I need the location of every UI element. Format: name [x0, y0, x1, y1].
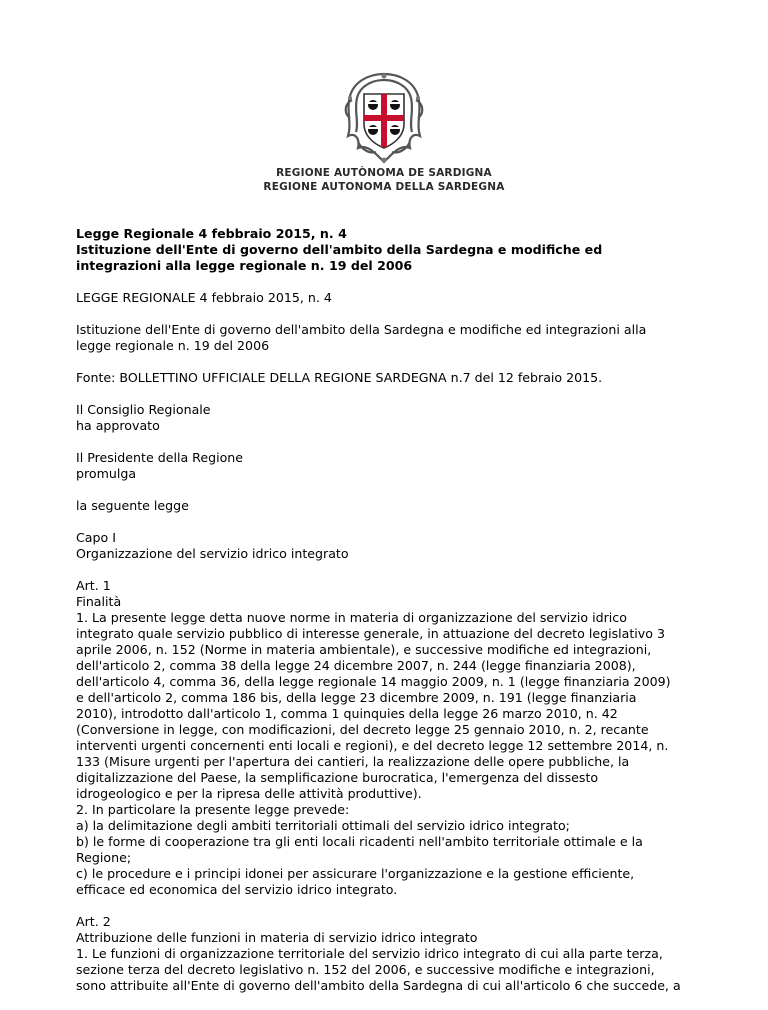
article-line: integrato quale servizio pubblico di interesse generale, in attuazione del decreto legislativo 3: [76, 626, 665, 641]
article-number: Art. 2: [76, 914, 111, 929]
article-line: 2. In particolare la presente legge prevede:: [76, 802, 350, 817]
article-line: (Conversione in legge, con modificazioni, del decreto legge 25 gennaio 2010, n. 2, recante: [76, 722, 649, 737]
article-2: [76, 914, 706, 994]
article-line: 133 (Misure urgenti per l'apertura dei cantieri, la realizzazione delle opere pubbliche, la: [76, 754, 630, 769]
article-line: e dell'articolo 2, comma 186 bis, della legge 23 dicembre 2009, n. 191 (legge finanziaria: [76, 690, 637, 705]
chapter-number: Capo I: [76, 530, 116, 545]
article-line: dell'articolo 2, comma 38 della legge 24 dicembre 2007, n. 244 (legge finanziaria 2008),: [76, 658, 636, 673]
article-line: Regione;: [76, 850, 132, 865]
region-name-sardinian: REGIONE AUTÒNOMA DE SARDIGNA: [276, 167, 492, 179]
president-line: Il Presidente della Regione: [76, 450, 244, 465]
chapter-heading: [76, 530, 706, 562]
president-promulgation: [76, 450, 706, 482]
document-body: [76, 226, 706, 1010]
law-reference: LEGGE REGIONALE 4 febbraio 2015, n. 4: [76, 290, 332, 305]
title-line: Istituzione dell'Ente di governo dell'ambito della Sardegna e modifiche ed: [76, 242, 603, 257]
regione-sardegna-emblem-icon: [338, 70, 430, 166]
law-subject-line: legge regionale n. 19 del 2006: [76, 338, 270, 353]
chapter-title: Organizzazione del servizio idrico integrato: [76, 546, 349, 561]
article-line: aprile 2006, n. 152 (Norme in materia ambientale), e successive modifiche ed integrazioni,: [76, 642, 652, 657]
article-line: a) la delimitazione degli ambiti territoriali ottimali del servizio idrico integrato;: [76, 818, 570, 833]
article-line: 1. La presente legge detta nuove norme in materia di organizzazione del servizio idrico: [76, 610, 627, 625]
region-name-italian: REGIONE AUTONOMA DELLA SARDEGNA: [263, 181, 505, 193]
law-subject-line: Istituzione dell'Ente di governo dell'ambito della Sardegna e modifiche ed integrazioni alla: [76, 322, 647, 337]
president-line: promulga: [76, 466, 137, 481]
article-line: sono attribuite all'Ente di governo dell'ambito della Sardegna di cui all'articolo 6 che succede, a: [76, 978, 681, 993]
following-law: la seguente legge: [76, 498, 189, 513]
article-line: 1. Le funzioni di organizzazione territoriale del servizio idrico integrato di cui alla parte terza,: [76, 946, 663, 961]
title-line: integrazioni alla legge regionale n. 19 del 2006: [76, 258, 413, 273]
article-1: [76, 578, 706, 898]
article-line: interventi urgenti concernenti enti locali e regioni), e del decreto legge 12 settembre 2014, n.: [76, 738, 669, 753]
article-line: digitalizzazione del Paese, la semplificazione burocratica, l'emergenza del dissesto: [76, 770, 599, 785]
article-line: 2010), introdotto dall'articolo 1, comma 1 quinquies della legge 26 marzo 2010, n. 42: [76, 706, 618, 721]
article-line: sezione terza del decreto legislativo n. 152 del 2006, e successive modifiche e integrazioni,: [76, 962, 655, 977]
article-line: b) le forme di cooperazione tra gli enti locali ricadenti nell'ambito territoriale ottimale e la: [76, 834, 643, 849]
council-line: ha approvato: [76, 418, 160, 433]
council-line: Il Consiglio Regionale: [76, 402, 211, 417]
article-line: idrogeologico e per la ripresa delle attività produttive).: [76, 786, 422, 801]
law-source: Fonte: BOLLETTINO UFFICIALE DELLA REGIONE SARDEGNA n.7 del 12 febraio 2015.: [76, 370, 603, 385]
article-line: c) le procedure e i principi idonei per assicurare l'organizzazione e la gestione efficiente,: [76, 866, 635, 881]
article-line: efficace ed economica del servizio idrico integrato.: [76, 882, 398, 897]
article-heading: Finalità: [76, 594, 122, 609]
document-title: [76, 226, 706, 274]
article-number: Art. 1: [76, 578, 111, 593]
title-line: Legge Regionale 4 febbraio 2015, n. 4: [76, 226, 347, 241]
article-line: dell'articolo 4, comma 36, della legge regionale 14 maggio 2009, n. 1 (legge finanziaria 2009): [76, 674, 671, 689]
law-subject: [76, 322, 706, 354]
council-approval: [76, 402, 706, 434]
article-heading: Attribuzione delle funzioni in materia di servizio idrico integrato: [76, 930, 478, 945]
